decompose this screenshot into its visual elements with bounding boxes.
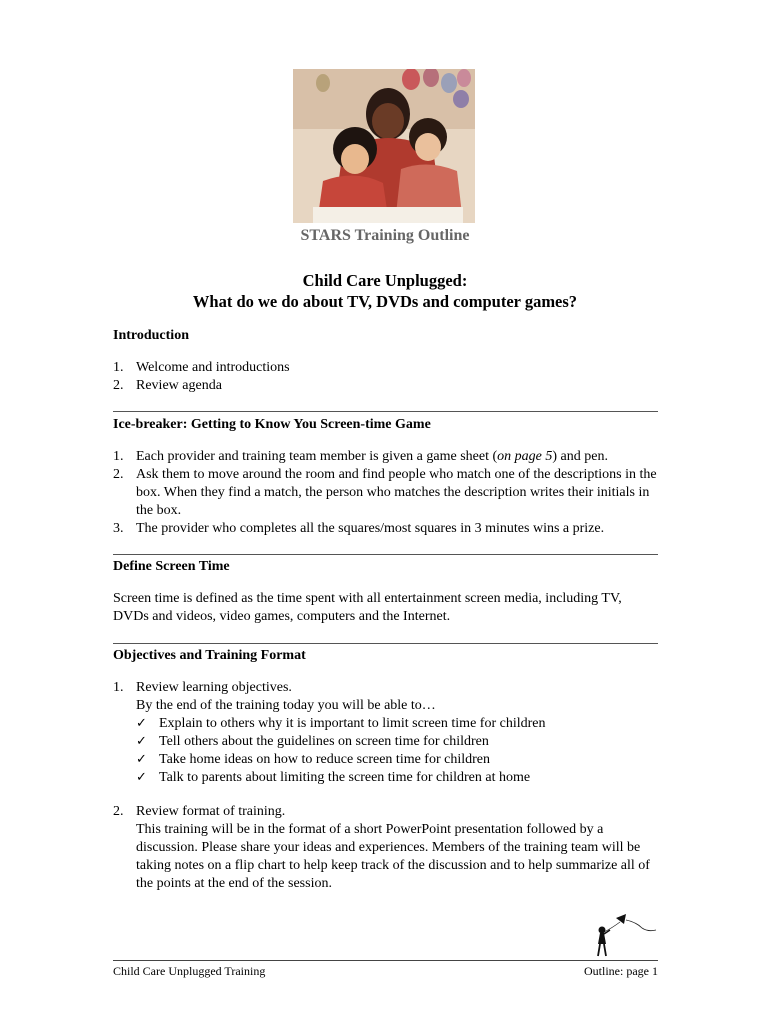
checkmark-icon: ✓ [136,752,147,767]
footer-title: Child Care Unplugged Training [113,964,266,978]
title-line-1: Child Care Unplugged: [302,271,468,290]
document-subtitle: STARS Training Outline [300,227,470,244]
kite-girl-icon [590,912,658,960]
check-text: Explain to others why it is important to limit screen time for children [159,716,546,731]
list-number: 1. [113,449,124,464]
check-item [136,769,658,787]
icebreaker-heading: Ice-breaker: Getting to Know You Screen-time Game [113,417,431,432]
list-number: 2. [113,378,124,393]
check-item [136,751,658,769]
introduction-section [113,327,658,395]
check-item [136,715,658,733]
objectives-heading: Objectives and Training Format [113,648,306,663]
list-text: The provider who completes all the squares/most squares in 3 minutes wins a prize. [136,521,605,536]
section-divider [113,411,658,412]
list-item [113,359,658,377]
define-text: Screen time is defined as the time spent with all entertainment screen media, including TV, DVDs and videos, video games, computers and the Internet. [113,591,622,624]
checkmark-icon: ✓ [136,770,147,785]
objectives-section [113,647,658,893]
section-divider [113,643,658,644]
title-line-2: What do we do about TV, DVDs and computer games? [192,292,578,311]
define-heading: Define Screen Time [113,559,230,574]
list-text: Welcome and introductions [136,360,290,375]
introduction-list [113,359,658,395]
list-text: By the end of the training today you will be able to… [136,698,436,713]
section-divider [113,554,658,555]
footer-page-number: Outline: page 1 [584,964,658,978]
define-section [113,558,658,626]
list-item [113,448,658,466]
icebreaker-section [113,416,658,538]
check-text: Take home ideas on how to reduce screen time for children [159,752,491,767]
list-item [113,803,658,893]
list-text: Ask them to move around the room and find people who match one of the descriptions in the box. When they find a match, the person who matches the description writes their initials in the box. [136,467,657,518]
list-item [113,520,658,538]
list-text: Each provider and training team member is given a game sheet ( [136,449,498,464]
list-item [113,377,658,395]
checkmark-icon: ✓ [136,716,147,731]
list-item [113,679,658,787]
list-number: 2. [113,804,124,819]
check-item [136,733,658,751]
check-text: Tell others about the guidelines on screen time for children [159,734,489,749]
list-text: ) and pen. [552,449,608,464]
introduction-heading: Introduction [113,328,189,343]
list-text: Review format of training. [136,804,286,819]
list-item [113,466,658,520]
checkmark-icon: ✓ [136,734,147,749]
list-number: 1. [113,360,124,375]
list-text-italic: on page 5 [497,449,553,464]
list-number: 3. [113,521,124,536]
icebreaker-list [113,448,658,538]
check-text: Talk to parents about limiting the screen time for children at home [159,770,531,785]
list-number: 1. [113,680,124,695]
list-text: This training will be in the format of a short PowerPoint presentation followed by a discussion. Please share your ideas and experiences. Members of the training team will be taking notes on a flip chart to help keep track of the discussion and to help summarize all of the points at the end of the session. [136,822,650,891]
objectives-checklist [136,715,658,787]
header-photo [293,69,475,223]
list-text: Review learning objectives. [136,680,292,695]
document-title [0,270,770,312]
list-text: Review agenda [136,378,222,393]
page-footer [113,960,658,978]
list-number: 2. [113,467,124,482]
objectives-list [113,679,658,893]
